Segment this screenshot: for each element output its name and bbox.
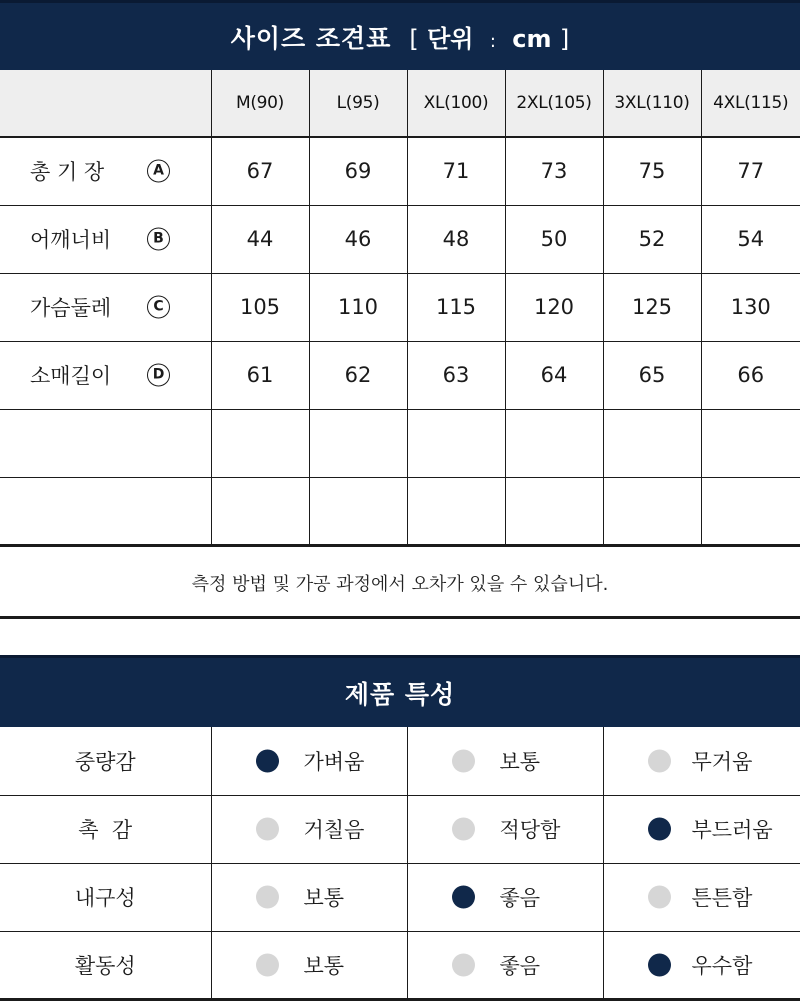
selected-dot-icon — [452, 886, 475, 909]
feature-option-text: 보통 — [499, 749, 541, 774]
empty-cell — [701, 409, 800, 477]
feature-option — [603, 931, 800, 999]
measure-label — [0, 205, 211, 273]
unit-close-bracket: ] — [559, 25, 570, 53]
unselected-dot-icon — [256, 953, 279, 976]
measure-value: 44 — [211, 205, 309, 273]
empty-cell — [211, 409, 309, 477]
measure-label-text: 소매길이 — [30, 364, 112, 388]
measure-mark-icon: C — [147, 296, 170, 319]
measure-label-text: 가슴둘레 — [30, 296, 112, 320]
measure-value: 67 — [211, 137, 309, 205]
measure-value: 50 — [505, 205, 603, 273]
feature-option-text: 보통 — [303, 886, 345, 910]
feature-option — [211, 863, 407, 931]
feature-option — [603, 727, 800, 795]
feature-option — [407, 863, 603, 931]
feature-option-text: 좋음 — [499, 953, 541, 978]
measure-value: 77 — [701, 137, 800, 205]
empty-cell — [701, 477, 800, 545]
unit-open-bracket: [ — [409, 25, 419, 53]
corner-cell — [0, 70, 211, 137]
size-header-row — [0, 70, 800, 137]
measure-label — [0, 137, 211, 205]
measure-value: 130 — [701, 273, 800, 341]
measure-value: 110 — [309, 273, 407, 341]
unit-value: cm — [512, 25, 552, 53]
features-header — [0, 655, 800, 727]
unselected-dot-icon — [648, 886, 671, 909]
measure-value: 52 — [603, 205, 701, 273]
measure-value: 65 — [603, 341, 701, 409]
measure-value: 69 — [309, 137, 407, 205]
feature-option-text: 좋음 — [499, 886, 541, 910]
empty-cell — [0, 409, 211, 477]
unselected-dot-icon — [452, 818, 475, 841]
unselected-dot-icon — [452, 749, 475, 772]
feature-option-text: 적당함 — [499, 818, 561, 842]
unselected-dot-icon — [256, 818, 279, 841]
feature-row-mobility — [0, 931, 800, 999]
selected-dot-icon — [648, 818, 671, 841]
measure-label — [0, 273, 211, 341]
feature-option-text: 가벼움 — [303, 749, 365, 774]
feature-option — [211, 727, 407, 795]
measurement-note: 측정 방법 및 가공 과정에서 오차가 있을 수 있습니다. — [0, 550, 800, 619]
unselected-dot-icon — [256, 886, 279, 909]
selected-dot-icon — [648, 953, 671, 976]
size-chart-title: 사이즈 조견표 — [230, 23, 392, 53]
feature-option — [603, 795, 800, 863]
measure-value: 120 — [505, 273, 603, 341]
measure-value: 62 — [309, 341, 407, 409]
feature-option — [211, 931, 407, 999]
measure-row-shoulder-width — [0, 205, 800, 273]
empty-cell — [603, 477, 701, 545]
feature-option-text: 우수함 — [691, 953, 753, 978]
measure-value: 71 — [407, 137, 505, 205]
feature-option — [407, 727, 603, 795]
measure-value: 105 — [211, 273, 309, 341]
measure-value: 75 — [603, 137, 701, 205]
measure-value: 48 — [407, 205, 505, 273]
feature-row-durability — [0, 863, 800, 931]
empty-cell — [505, 409, 603, 477]
empty-cell — [407, 477, 505, 545]
measure-label-text: 총 기 장 — [30, 160, 105, 185]
unit-colon: : — [489, 31, 496, 52]
empty-cell — [505, 477, 603, 545]
measure-value: 54 — [701, 205, 800, 273]
measure-value: 115 — [407, 273, 505, 341]
features-table — [0, 727, 800, 1001]
measure-row-sleeve-length — [0, 341, 800, 409]
empty-row — [0, 409, 800, 477]
size-col-header: 4XL(115) — [701, 70, 800, 137]
measure-mark-icon: B — [147, 228, 170, 251]
feature-option — [407, 931, 603, 999]
feature-option-text: 튼튼함 — [691, 886, 753, 910]
feature-label: 중량감 — [74, 749, 136, 774]
features-title: 제품 특성 — [344, 679, 456, 709]
measure-value: 63 — [407, 341, 505, 409]
measure-value: 61 — [211, 341, 309, 409]
feature-option-text: 무거움 — [691, 749, 753, 774]
measure-value: 46 — [309, 205, 407, 273]
unselected-dot-icon — [648, 749, 671, 772]
measure-value: 73 — [505, 137, 603, 205]
feature-label: 내구성 — [74, 886, 136, 910]
measure-label — [0, 341, 211, 409]
feature-option-text: 부드러움 — [691, 818, 773, 842]
empty-cell — [0, 477, 211, 545]
empty-row — [0, 477, 800, 545]
measure-value: 125 — [603, 273, 701, 341]
size-chart-table — [0, 70, 800, 547]
feature-row-weight — [0, 727, 800, 795]
feature-option-text: 거칠음 — [303, 818, 365, 842]
size-chart-header — [0, 0, 800, 70]
feature-row-texture — [0, 795, 800, 863]
size-col-header: L(95) — [309, 70, 407, 137]
feature-option — [407, 795, 603, 863]
measure-value: 64 — [505, 341, 603, 409]
size-col-header: M(90) — [211, 70, 309, 137]
measure-mark-icon: A — [147, 160, 170, 183]
empty-cell — [211, 477, 309, 545]
selected-dot-icon — [256, 749, 279, 772]
size-chart-unit — [409, 19, 569, 54]
measure-mark-icon: D — [147, 364, 170, 387]
empty-cell — [603, 409, 701, 477]
feature-option-text: 보통 — [303, 953, 345, 978]
empty-cell — [309, 477, 407, 545]
unit-label: 단위 — [427, 25, 474, 53]
empty-cell — [407, 409, 505, 477]
measure-row-total-length — [0, 137, 800, 205]
size-col-header: 2XL(105) — [505, 70, 603, 137]
size-col-header: XL(100) — [407, 70, 505, 137]
measure-value: 66 — [701, 341, 800, 409]
feature-option — [603, 863, 800, 931]
empty-cell — [309, 409, 407, 477]
measure-label-text: 어깨너비 — [30, 228, 112, 252]
feature-label: 활동성 — [74, 953, 136, 978]
feature-label: 촉 감 — [78, 818, 133, 842]
unselected-dot-icon — [452, 953, 475, 976]
measure-row-chest — [0, 273, 800, 341]
size-col-header: 3XL(110) — [603, 70, 701, 137]
feature-option — [211, 795, 407, 863]
